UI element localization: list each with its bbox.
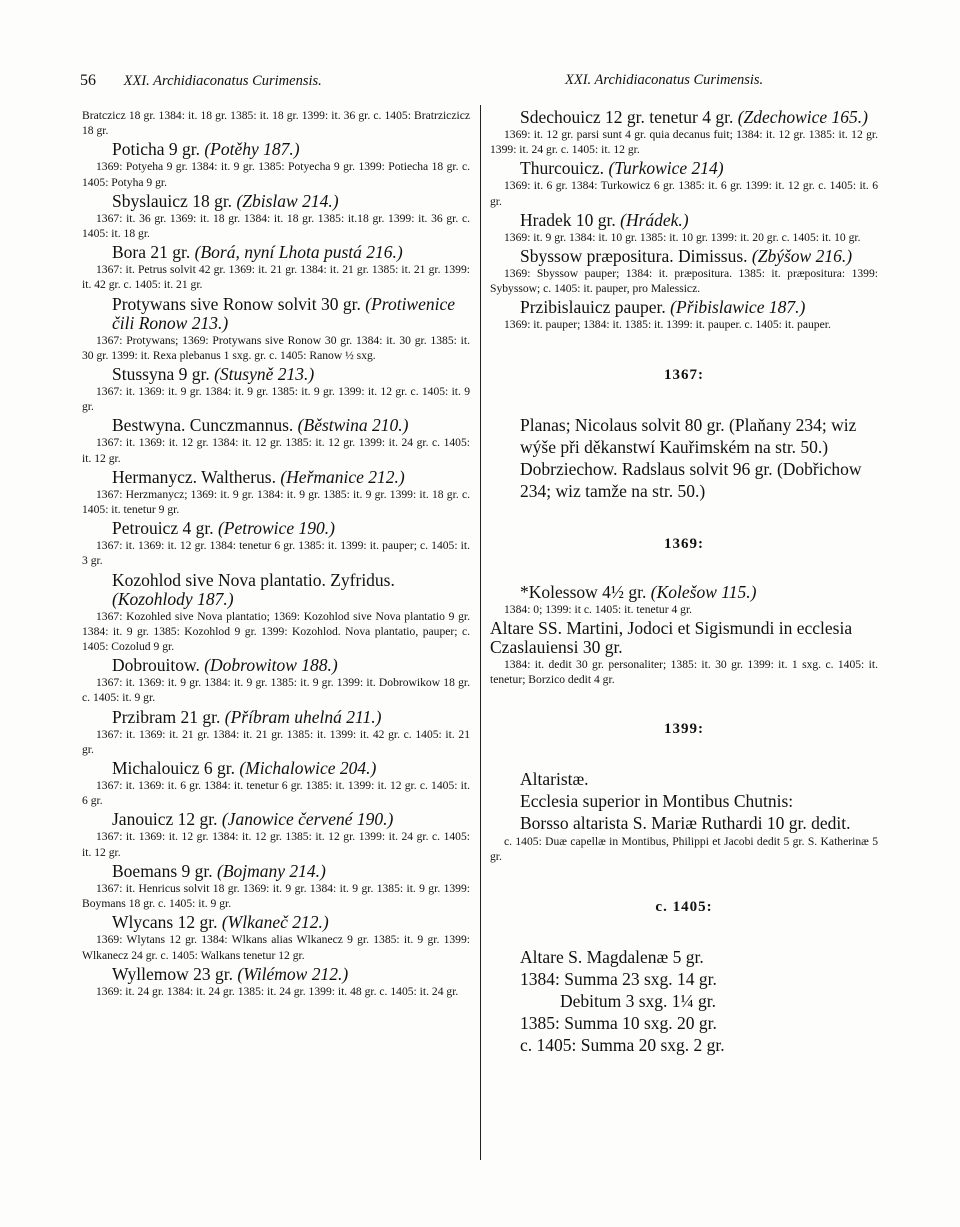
- entry-name: Kozohlod sive Nova plantatio. Zyfridus.: [112, 569, 395, 590]
- entry-annotation: (Příbram uhelná 211.): [224, 706, 382, 727]
- entry-record: 1367: it. 36 gr. 1369: it. 18 gr. 1384: it. 18 gr. 1385: it.18 gr. 1399: it. 36 gr. c. 1405: it. 18 gr.: [82, 211, 470, 241]
- entry-name: Sbyssow præpositura. Dimissus.: [520, 246, 748, 267]
- line-summa-1384: 1384: Summa 23 sxg. 14 gr.: [520, 968, 717, 989]
- entry-heading: [82, 416, 470, 435]
- right-entries: [490, 108, 878, 333]
- entry-annotation: (Zbýšow 216.): [751, 246, 853, 267]
- entry-heading: [490, 247, 878, 266]
- line-altaristae: Altaristæ.: [520, 769, 589, 790]
- entry-heading: [82, 759, 470, 778]
- entry-heading: [82, 656, 470, 675]
- entry-annotation: (Michalowice 204.): [239, 758, 377, 779]
- page-header-right: [565, 72, 763, 89]
- entry-record: 1367: Herzmanycz; 1369: it. 9 gr. 1384: it. 9 gr. 1385: it. 9 gr. 1399: it. 18 gr. c. 1405: it. tenetur 9 gr.: [82, 487, 470, 517]
- entry-annotation: (Hrádek.): [620, 209, 689, 230]
- entry: [82, 862, 470, 911]
- entry-heading: [82, 862, 470, 881]
- line-summa-1385: 1385: Summa 10 sxg. 20 gr.: [520, 1012, 717, 1033]
- entry-record: 1369: it. pauper; 1384: it. 1385: it. 1399: it. pauper. c. 1405: it. pauper.: [504, 318, 831, 332]
- entry-heading: [490, 108, 878, 127]
- entry-record: 1369: it. 6 gr. 1384: Turkowicz 6 gr. 1385: it. 6 gr. 1399: it. 12 gr. c. 1405: it. 6 gr.: [490, 179, 878, 208]
- entry-record: 1367: it. 1369: it. 12 gr. 1384: it. 12 gr. 1385: it. 12 gr. 1399: it. 24 gr. c. 1405: it. 12 gr.: [82, 830, 470, 859]
- entry-name: Michalouicz 6 gr.: [112, 758, 235, 779]
- section-heading-1367: 1367:: [664, 366, 704, 383]
- entry-name: Sdechouicz 12 gr. tenetur 4 gr.: [520, 107, 734, 127]
- entry-record: 1367: it. 1369: it. 9 gr. 1384: it. 9 gr. 1385: it. 9 gr. 1399: it. 12 gr. c. 1405: it. 9 gr.: [82, 385, 470, 414]
- entry-heading: [490, 298, 878, 317]
- entry-annotation: (Zdechowice 165.): [737, 107, 868, 127]
- running-title-left: XXI. Archidiaconatus Curimensis.: [123, 73, 322, 89]
- entry-annotation: (Bojmany 214.): [217, 860, 326, 881]
- entry-record: 1384: 0; 1399: it c. 1405: it. tenetur 4 gr.: [504, 602, 693, 616]
- entry-name: Wyllemow 23 gr.: [112, 963, 233, 984]
- entry-record: 1384: it. dedit 30 gr. personaliter; 1385: it. 30 gr. 1399: it. 1 sxg. c. 1405: it. tenetur; Borzico dedit 4 gr.: [490, 657, 878, 687]
- entry: [82, 519, 470, 568]
- entry: [490, 159, 878, 208]
- entry: [82, 416, 470, 465]
- entry-annotation: (Běstwina 210.): [297, 415, 409, 436]
- entry-record: 1369: it. 24 gr. 1384: it. 24 gr. 1385: it. 24 gr. 1399: it. 48 gr. c. 1405: it. 24 gr.: [96, 984, 459, 998]
- entry-record: Bratczicz 18 gr. 1384: it. 18 gr. 1385: it. 18 gr. 1399: it. 36 gr. c. 1405: Bratrziczicz 18 gr.: [82, 109, 470, 138]
- entry-name: Thurcouicz.: [520, 158, 605, 179]
- entry-annotation: (Dobrowitow 188.): [204, 655, 338, 676]
- entry: [82, 913, 470, 962]
- entry-kolessow: [490, 583, 878, 602]
- entry-heading: [82, 810, 470, 829]
- entry-name: Protywans sive Ronow solvit 30 gr.: [112, 293, 361, 314]
- entry: [82, 365, 470, 414]
- entry-name: Hermanycz. Waltherus.: [112, 466, 276, 487]
- entry: [82, 468, 470, 517]
- line-summa-1405: c. 1405: Summa 20 sxg. 2 gr.: [520, 1034, 725, 1055]
- entry-record: 1367: it. 1369: it. 6 gr. 1384: it. tenetur 6 gr. 1385: it. 1399: it. 12 gr. c. 1405: it. 6 gr.: [82, 779, 470, 808]
- left-column: [82, 108, 470, 1001]
- entry: [82, 192, 470, 241]
- entry-record: c. 1405: Duæ capellæ in Montibus, Philippi et Jacobi dedit 5 gr. S. Katherinæ 5 gr.: [490, 835, 878, 864]
- right-column: [490, 108, 878, 1056]
- entry-heading: [82, 140, 470, 159]
- entry-heading: [82, 913, 470, 932]
- entry-dobrziechow: Dobrziechow. Radslaus solvit 96 gr. (Dobřichow 234; wiz tamže na str. 50.): [520, 458, 862, 501]
- entry: [490, 108, 878, 157]
- running-title-right: XXI. Archidiaconatus Curimensis.: [565, 72, 764, 88]
- entry-heading: [82, 468, 470, 487]
- entry-name: *Kolessow 4½ gr.: [520, 581, 647, 602]
- entry-annotation: (Wlkaneč 212.): [221, 912, 329, 933]
- entry-name: Bora 21 gr.: [112, 242, 191, 263]
- page-header-left: [80, 72, 322, 90]
- line-borsso: Borsso altarista S. Mariæ Ruthardi 10 gr. dedit.: [520, 813, 851, 834]
- entry-annotation: (Kolešow 115.): [650, 581, 757, 602]
- section-heading-1369: 1369:: [664, 535, 704, 552]
- entry: [82, 295, 470, 363]
- entry-name: Janouicz 12 gr.: [112, 809, 218, 830]
- entry-heading: [82, 243, 470, 262]
- entry-name: Sbyslauicz 18 gr.: [112, 190, 233, 211]
- column-divider: [480, 105, 481, 1160]
- entry-name: Przibislauicz pauper.: [520, 297, 666, 318]
- entry-record: 1369: it. 12 gr. parsi sunt 4 gr. quia decanus fuit; 1384: it. 12 gr. 1385: it. 12 gr. 1399: it. 24 gr. c. 1405: it. 12 gr.: [490, 128, 878, 157]
- entry: [82, 243, 470, 292]
- entry-heading: [82, 708, 470, 727]
- entry-name: Przibram 21 gr.: [112, 706, 221, 727]
- entry-name: Wlycans 12 gr.: [112, 912, 218, 933]
- entry: [82, 656, 470, 705]
- entry-name: Stussyna 9 gr.: [112, 364, 210, 385]
- entry-annotation: (Zbislaw 214.): [236, 190, 339, 211]
- entry-annotation: (Protiwenice čili Ronow 213.): [112, 293, 456, 333]
- entry-record: 1369: Wlytans 12 gr. 1384: Wlkans alias Wlkanecz 9 gr. 1385: it. 9 gr. 1399: Wlkanecz 24 gr. c. 1405: Walkans tenetur 12 gr.: [82, 933, 470, 962]
- entry-heading: [82, 571, 470, 609]
- line-debitum: Debitum 3 sxg. 1¼ gr.: [560, 990, 717, 1011]
- entry-annotation: (Přibislawice 187.): [670, 297, 806, 318]
- entry-annotation: (Petrowice 190.): [217, 518, 335, 539]
- entry-heading: [490, 211, 878, 230]
- entry-record: 1367: it. 1369: it. 12 gr. 1384: tenetur 6 gr. 1385: it. 1399: it. pauper; c. 1405: it. 3 gr.: [82, 539, 470, 568]
- entry-record: 1367: it. 1369: it. 9 gr. 1384: it. 9 gr. 1385: it. 9 gr. 1399: it. Dobrowikow 18 gr. c. 1405: it. 9 gr.: [82, 676, 470, 705]
- entry: [82, 108, 470, 138]
- entry-heading: [82, 295, 470, 333]
- entry: [490, 211, 878, 245]
- entry-record: 1367: it. Henricus solvit 18 gr. 1369: it. 9 gr. 1384: it. 9 gr. 1385: it. 9 gr. 1399: Boymans 18 gr. c. 1405: it. 9 gr.: [82, 881, 470, 911]
- line-ecclesia: Ecclesia superior in Montibus Chutnis:: [520, 791, 794, 812]
- entry-annotation: (Stusyně 213.): [214, 364, 315, 385]
- entry: [82, 708, 470, 757]
- entry-annotation: (Potěhy 187.): [204, 139, 300, 160]
- entry-annotation: (Kozohlody 187.): [112, 588, 234, 609]
- entry-heading: [82, 192, 470, 211]
- line-altare-magdalenae: Altare S. Magdalenæ 5 gr.: [520, 946, 704, 967]
- entry-annotation: (Heřmanice 212.): [280, 466, 405, 487]
- entry-record: 1367: Protywans; 1369: Protywans sive Ronow 30 gr. 1384: it. 30 gr. 1385: it. 30 gr. 1399: it. Rexa plebanus 1 sxg. gr. c. 1405: Ranow ½ sxg.: [82, 333, 470, 362]
- entry-record: 1367: it. 1369: it. 21 gr. 1384: it. 21 gr. 1385: it. 1399: it. 42 gr. c. 1405: it. 21 gr.: [82, 727, 470, 756]
- entry-heading: [490, 159, 878, 178]
- entry-annotation: (Turkowice 214): [608, 158, 724, 179]
- section-heading-1405: c. 1405:: [655, 898, 713, 915]
- entry-record: 1369: Potyeha 9 gr. 1384: it. 9 gr. 1385: Potyecha 9 gr. 1399: Potiecha 18 gr. c. 1405: Potyha 9 gr.: [82, 160, 470, 189]
- entry-record: 1367: it. Petrus solvit 42 gr. 1369: it. 21 gr. 1384: it. 21 gr. 1385: it. 21 gr. 1399: it. 42 gr. c. 1405: it. 21 gr.: [82, 263, 470, 292]
- entry: [82, 140, 470, 189]
- section-heading-1399: 1399:: [664, 721, 704, 738]
- entry: [82, 965, 470, 999]
- entry-heading: [82, 365, 470, 384]
- entry: [82, 759, 470, 808]
- entry-planas: Planas; Nicolaus solvit 80 gr. (Plaňany 234; wiz wýše při děkanstwí Kauřimském na str. 50.): [520, 414, 857, 457]
- entry-record: 1369: it. 9 gr. 1384: it. 10 gr. 1385: it. 10 gr. 1399: it. 20 gr. c. 1405: it. 10 gr.: [504, 230, 861, 244]
- entry-record: 1367: Kozohled sive Nova plantatio; 1369: Kozohlod sive Nova plantatio 9 gr. 1384: it. 9 gr. 1385: Kozohlod 9 gr. 1399: Kozohlod. Nova plantatio, pauper; c. 1405: Cozolud 9 gr.: [82, 609, 470, 654]
- entry-name: Petrouicz 4 gr.: [112, 518, 214, 539]
- entry-name: Hradek 10 gr.: [520, 209, 616, 230]
- entry: [82, 810, 470, 859]
- entry-heading: [82, 965, 470, 984]
- entry-annotation: (Janowice červené 190.): [221, 809, 394, 830]
- entry-record: 1369: Sbyssow pauper; 1384: it. præpositura. 1385: it. præpositura: 1399: Sybyssow; c. 1405: it. pauper, pro Malessicz.: [490, 267, 878, 296]
- entry-name: Poticha 9 gr.: [112, 139, 200, 160]
- entry-heading: [82, 519, 470, 538]
- entry-annotation: (Borá, nyní Lhota pustá 216.): [194, 242, 403, 263]
- entry-altare-martini: Altare SS. Martini, Jodoci et Sigismundi in ecclesia Czaslauiensi 30 gr.: [490, 617, 853, 657]
- entry-name: Boemans 9 gr.: [112, 860, 213, 881]
- page-number: 56: [80, 72, 96, 89]
- entry-annotation: (Wilémow 212.): [237, 963, 349, 984]
- entry: [490, 247, 878, 296]
- entry: [490, 298, 878, 332]
- entry-name: Dobrouitow.: [112, 655, 200, 676]
- entry: [82, 571, 470, 655]
- entry-name: Bestwyna. Cunczmannus.: [112, 415, 294, 436]
- entry-record: 1367: it. 1369: it. 12 gr. 1384: it. 12 gr. 1385: it. 12 gr. 1399: it. 24 gr. c. 1405: it. 12 gr.: [82, 436, 470, 465]
